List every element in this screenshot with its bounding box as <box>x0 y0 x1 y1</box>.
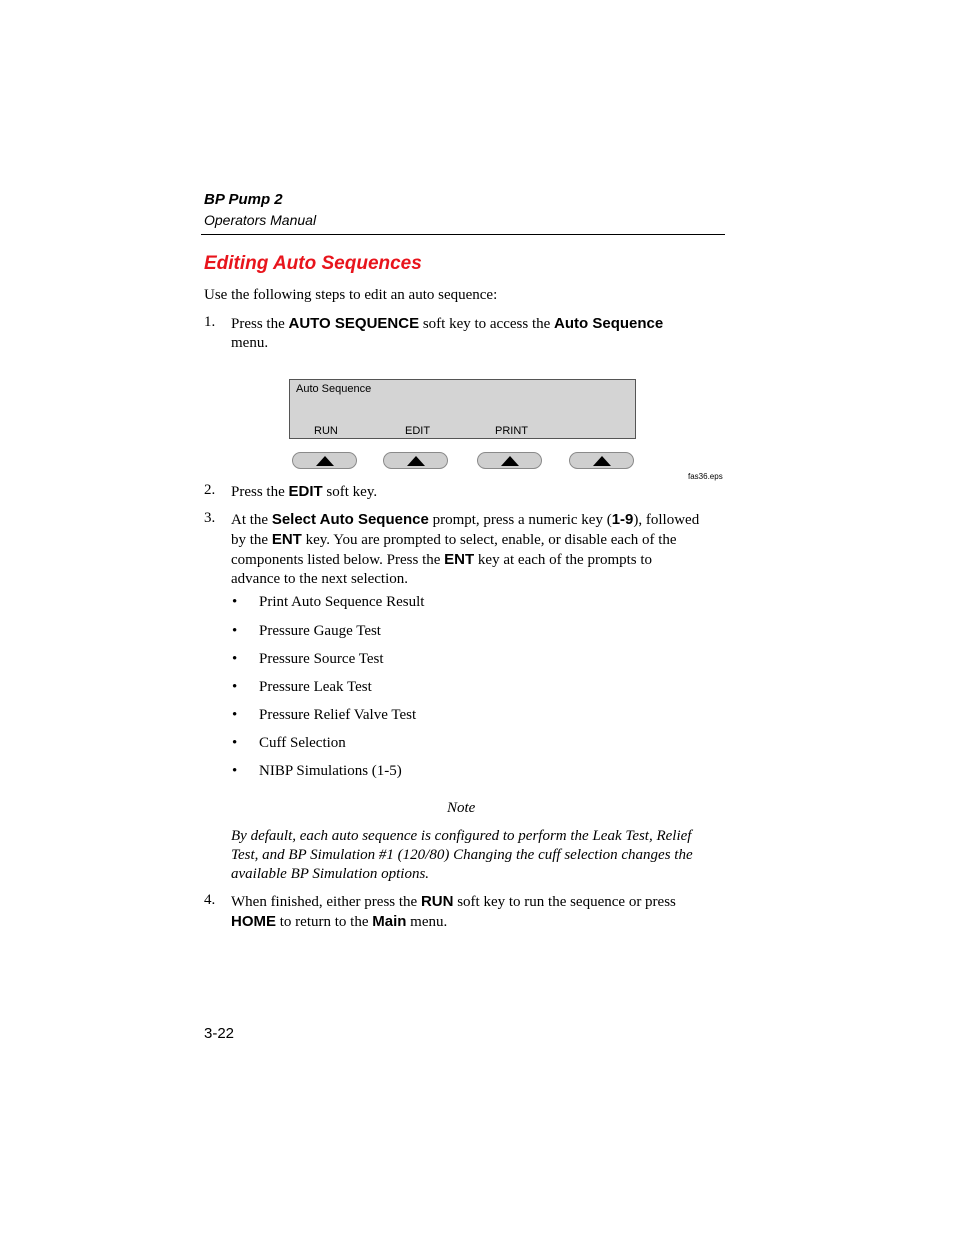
list-item: Print Auto Sequence Result <box>259 594 425 610</box>
screen-title: Auto Sequence <box>296 383 372 395</box>
softkey-label-print: PRINT <box>495 425 528 437</box>
key-range: 1-9 <box>611 511 634 528</box>
prompt-select-auto-sequence: Select Auto Sequence <box>271 511 429 528</box>
step-4-text: When finished, either press the RUN soft key to run the sequence or press HOME to return to the Main menu. <box>231 893 676 930</box>
header-divider <box>201 234 725 235</box>
section-title: Editing Auto Sequences <box>204 253 422 274</box>
key-ent: ENT <box>444 551 475 568</box>
step-2-number: 2. <box>204 482 216 498</box>
softkey-button-4[interactable] <box>569 452 634 469</box>
bullet-icon: • <box>232 735 238 751</box>
step-4-number: 4. <box>204 892 216 908</box>
bullet-icon: • <box>232 707 238 723</box>
step-3-number: 3. <box>204 510 216 526</box>
up-arrow-icon <box>593 456 611 466</box>
page-number: 3-22 <box>204 1025 235 1042</box>
key-auto-sequence: AUTO SEQUENCE <box>288 315 420 332</box>
step-1-number: 1. <box>204 314 216 330</box>
softkey-button-3[interactable] <box>477 452 542 469</box>
step-1-text: Press the AUTO SEQUENCE soft key to access the Auto Sequence menu. <box>231 315 664 351</box>
softkey-label-edit: EDIT <box>405 425 431 437</box>
intro-text: Use the following steps to edit an auto sequence: <box>204 287 498 303</box>
bullet-icon: • <box>232 763 238 779</box>
key-home: HOME <box>231 913 276 930</box>
bullet-icon: • <box>232 679 238 695</box>
list-item: Cuff Selection <box>259 735 346 751</box>
softkey-button-1[interactable] <box>292 452 357 469</box>
bullet-icon: • <box>232 651 238 667</box>
menu-main: Main <box>372 913 407 930</box>
key-ent: ENT <box>271 531 302 548</box>
manual-subtitle: Operators Manual <box>204 212 317 228</box>
step-3-text: At the Select Auto Sequence prompt, press a numeric key (1-9), followed by the ENT key. You are prompted to select, enable, or disable each of the components listed below. Press the ENT key at each of the prompts to advance to the next selection. <box>231 511 700 587</box>
up-arrow-icon <box>316 456 334 466</box>
bullet-icon: • <box>232 594 238 610</box>
list-item: Pressure Relief Valve Test <box>259 707 417 723</box>
list-item: NIBP Simulations (1-5) <box>259 763 402 779</box>
list-item: Pressure Gauge Test <box>259 623 381 639</box>
figure-label: fas36.eps <box>688 472 723 481</box>
up-arrow-icon <box>501 456 519 466</box>
softkey-button-2[interactable] <box>383 452 448 469</box>
menu-auto-sequence: Auto Sequence <box>554 315 664 332</box>
list-item: Pressure Leak Test <box>259 679 372 695</box>
key-run: RUN <box>420 893 454 910</box>
list-item: Pressure Source Test <box>259 651 384 667</box>
step-2-text: Press the EDIT soft key. <box>231 483 378 500</box>
note-body: By default, each auto sequence is configured to perform the Leak Test, Relief Test, and BP Simulation #1 (120/80) Changing the cuff selection changes the available BP Simulation options. <box>231 828 693 882</box>
auto-sequence-screen <box>289 379 636 439</box>
bullet-icon: • <box>232 623 238 639</box>
key-edit: EDIT <box>288 483 323 500</box>
up-arrow-icon <box>407 456 425 466</box>
softkey-label-run: RUN <box>314 425 338 437</box>
note-label: Note <box>447 800 476 816</box>
manual-title: BP Pump 2 <box>204 191 283 208</box>
